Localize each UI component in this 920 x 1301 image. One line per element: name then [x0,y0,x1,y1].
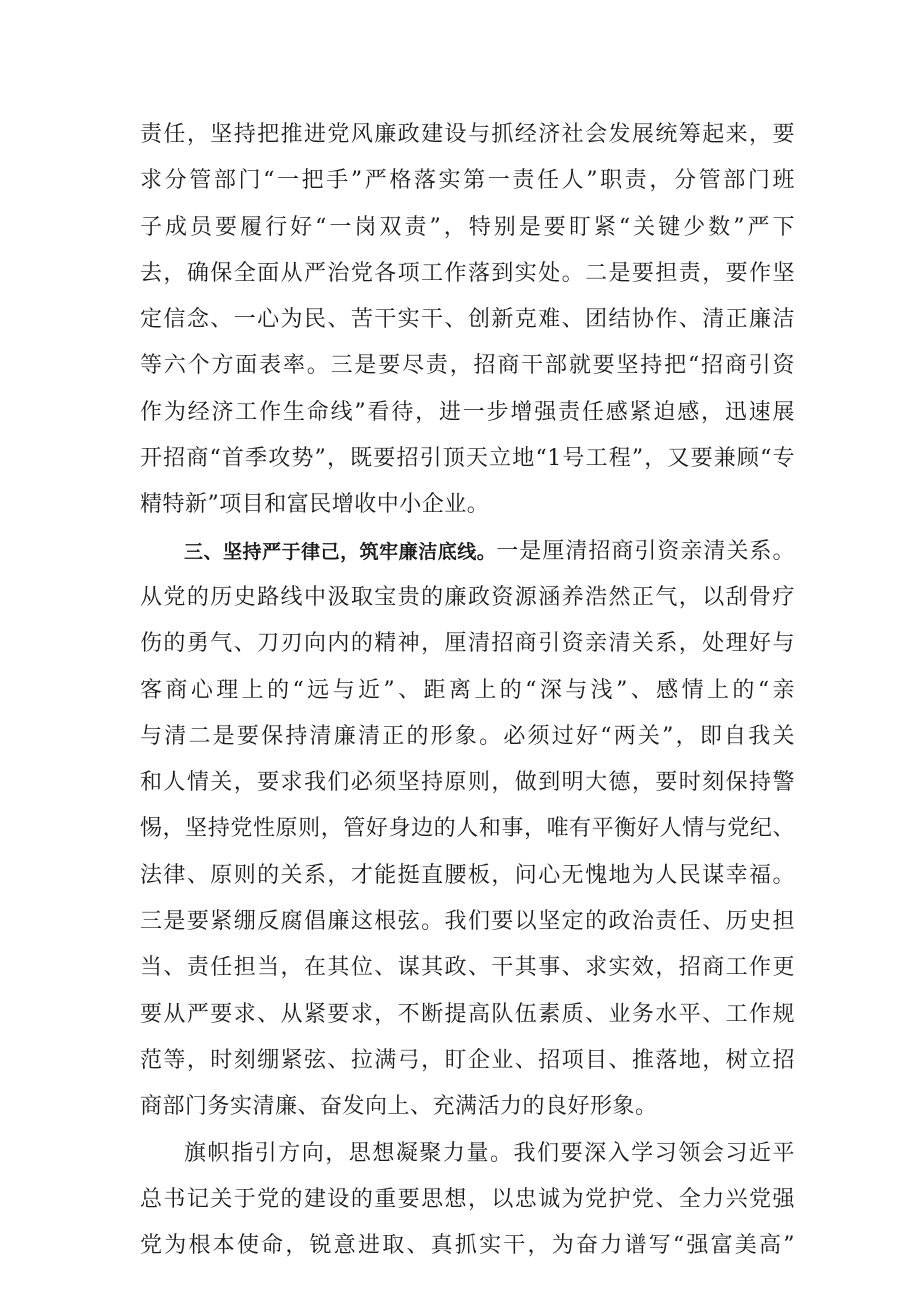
paragraph-2-line-10: 当、责任担当，在其位、谋其政、干其事、求实效，招商工作更 [140,955,795,981]
document-body [140,112,795,1269]
paragraph-1-line-9: 精特新”项目和富民增收中小企业。 [140,492,490,518]
paragraph-3-line-2: 总书记关于党的建设的重要思想，以忠诚为党护党、全力兴党强 [140,1186,795,1212]
paragraph-2-line-4: 客商心理上的“远与近”、距离上的“深与浅”、感情上的“亲 [140,677,795,703]
paragraph-2 [140,529,795,1131]
paragraph-2-line-3: 伤的勇气、刀刃向内的精神，厘清招商引资亲清关系，处理好与 [140,631,795,657]
paragraph-1-line-1: 责任，坚持把推进党风廉政建设与抓经济社会发展统筹起来，要 [140,122,795,147]
paragraph-2-line-1-rest: 一是厘清招商引资亲清关系。 [496,538,795,564]
paragraph-2-line-2: 从党的历史路线中汲取宝贵的廉政资源涵养浩然正气，以刮骨疗 [140,584,795,610]
paragraph-2-line-6: 和人情关，要求我们必须坚持原则，做到明大德，要时刻保持警 [140,770,795,796]
paragraph-2-line-8: 法律、原则的关系，才能挺直腰板，问心无愧地为人民谋幸福。 [140,862,795,888]
paragraph-2-line-5: 与清二是要保持清廉清正的形象。必须过好“两关”，即自我关 [140,723,795,749]
paragraph-1-line-8: 开招商“首季攻势”，既要招引顶天立地“1号工程”，又要兼顾“专 [140,446,795,472]
paragraph-2-line-1 [140,529,795,575]
paragraph-2-line-13: 商部门务实清廉、奋发向上、充满活力的良好形象。 [140,1094,658,1120]
paragraph-1-line-4: 去，确保全面从严治党各项工作落到实处。二是要担责，要作坚 [140,260,795,286]
paragraph-2-line-9: 三是要紧绷反腐倡廉这根弦。我们要以坚定的政治责任、历史担 [140,909,795,935]
paragraph-2-line-7: 惕，坚持党性原则，管好身边的人和事，唯有平衡好人情与党纪、 [140,816,795,842]
paragraph-3-line-3: 党为根本使命，锐意进取、真抓实干，为奋力谱写“强富美高” [140,1233,795,1259]
paragraph-1-line-7: 作为经济工作生命线”看待，进一步增强责任感紧迫感，迅速展 [140,399,795,425]
paragraph-1-line-5: 定信念、一心为民、苦干实干、创新克难、团结协作、清正廉洁 [140,307,795,333]
paragraph-3-line-1: 旗帜指引方向，思想凝聚力量。我们要深入学习领会习近平 [184,1140,795,1166]
paragraph-1-line-2: 求分管部门“一把手”严格落实第一责任人”职责，分管部门班 [140,168,795,194]
paragraph-2-line-11: 要从严要求、从紧要求，不断提高队伍素质、业务水平、工作规 [140,1001,795,1027]
section-heading: 三、坚持严于律己，筑牢廉洁底线。 [184,540,497,563]
paragraph-1 [140,112,795,529]
paragraph-2-line-12: 范等，时刻绷紧弦、拉满弓，盯企业、招项目、推落地，树立招 [140,1047,795,1073]
paragraph-3 [140,1131,795,1270]
paragraph-1-line-6: 等六个方面表率。三是要尽责，招商干部就要坚持把“招商引资 [140,353,795,379]
paragraph-1-line-3: 子成员要履行好“一岗双责”，特别是要盯紧“关键少数”严下 [140,214,795,240]
